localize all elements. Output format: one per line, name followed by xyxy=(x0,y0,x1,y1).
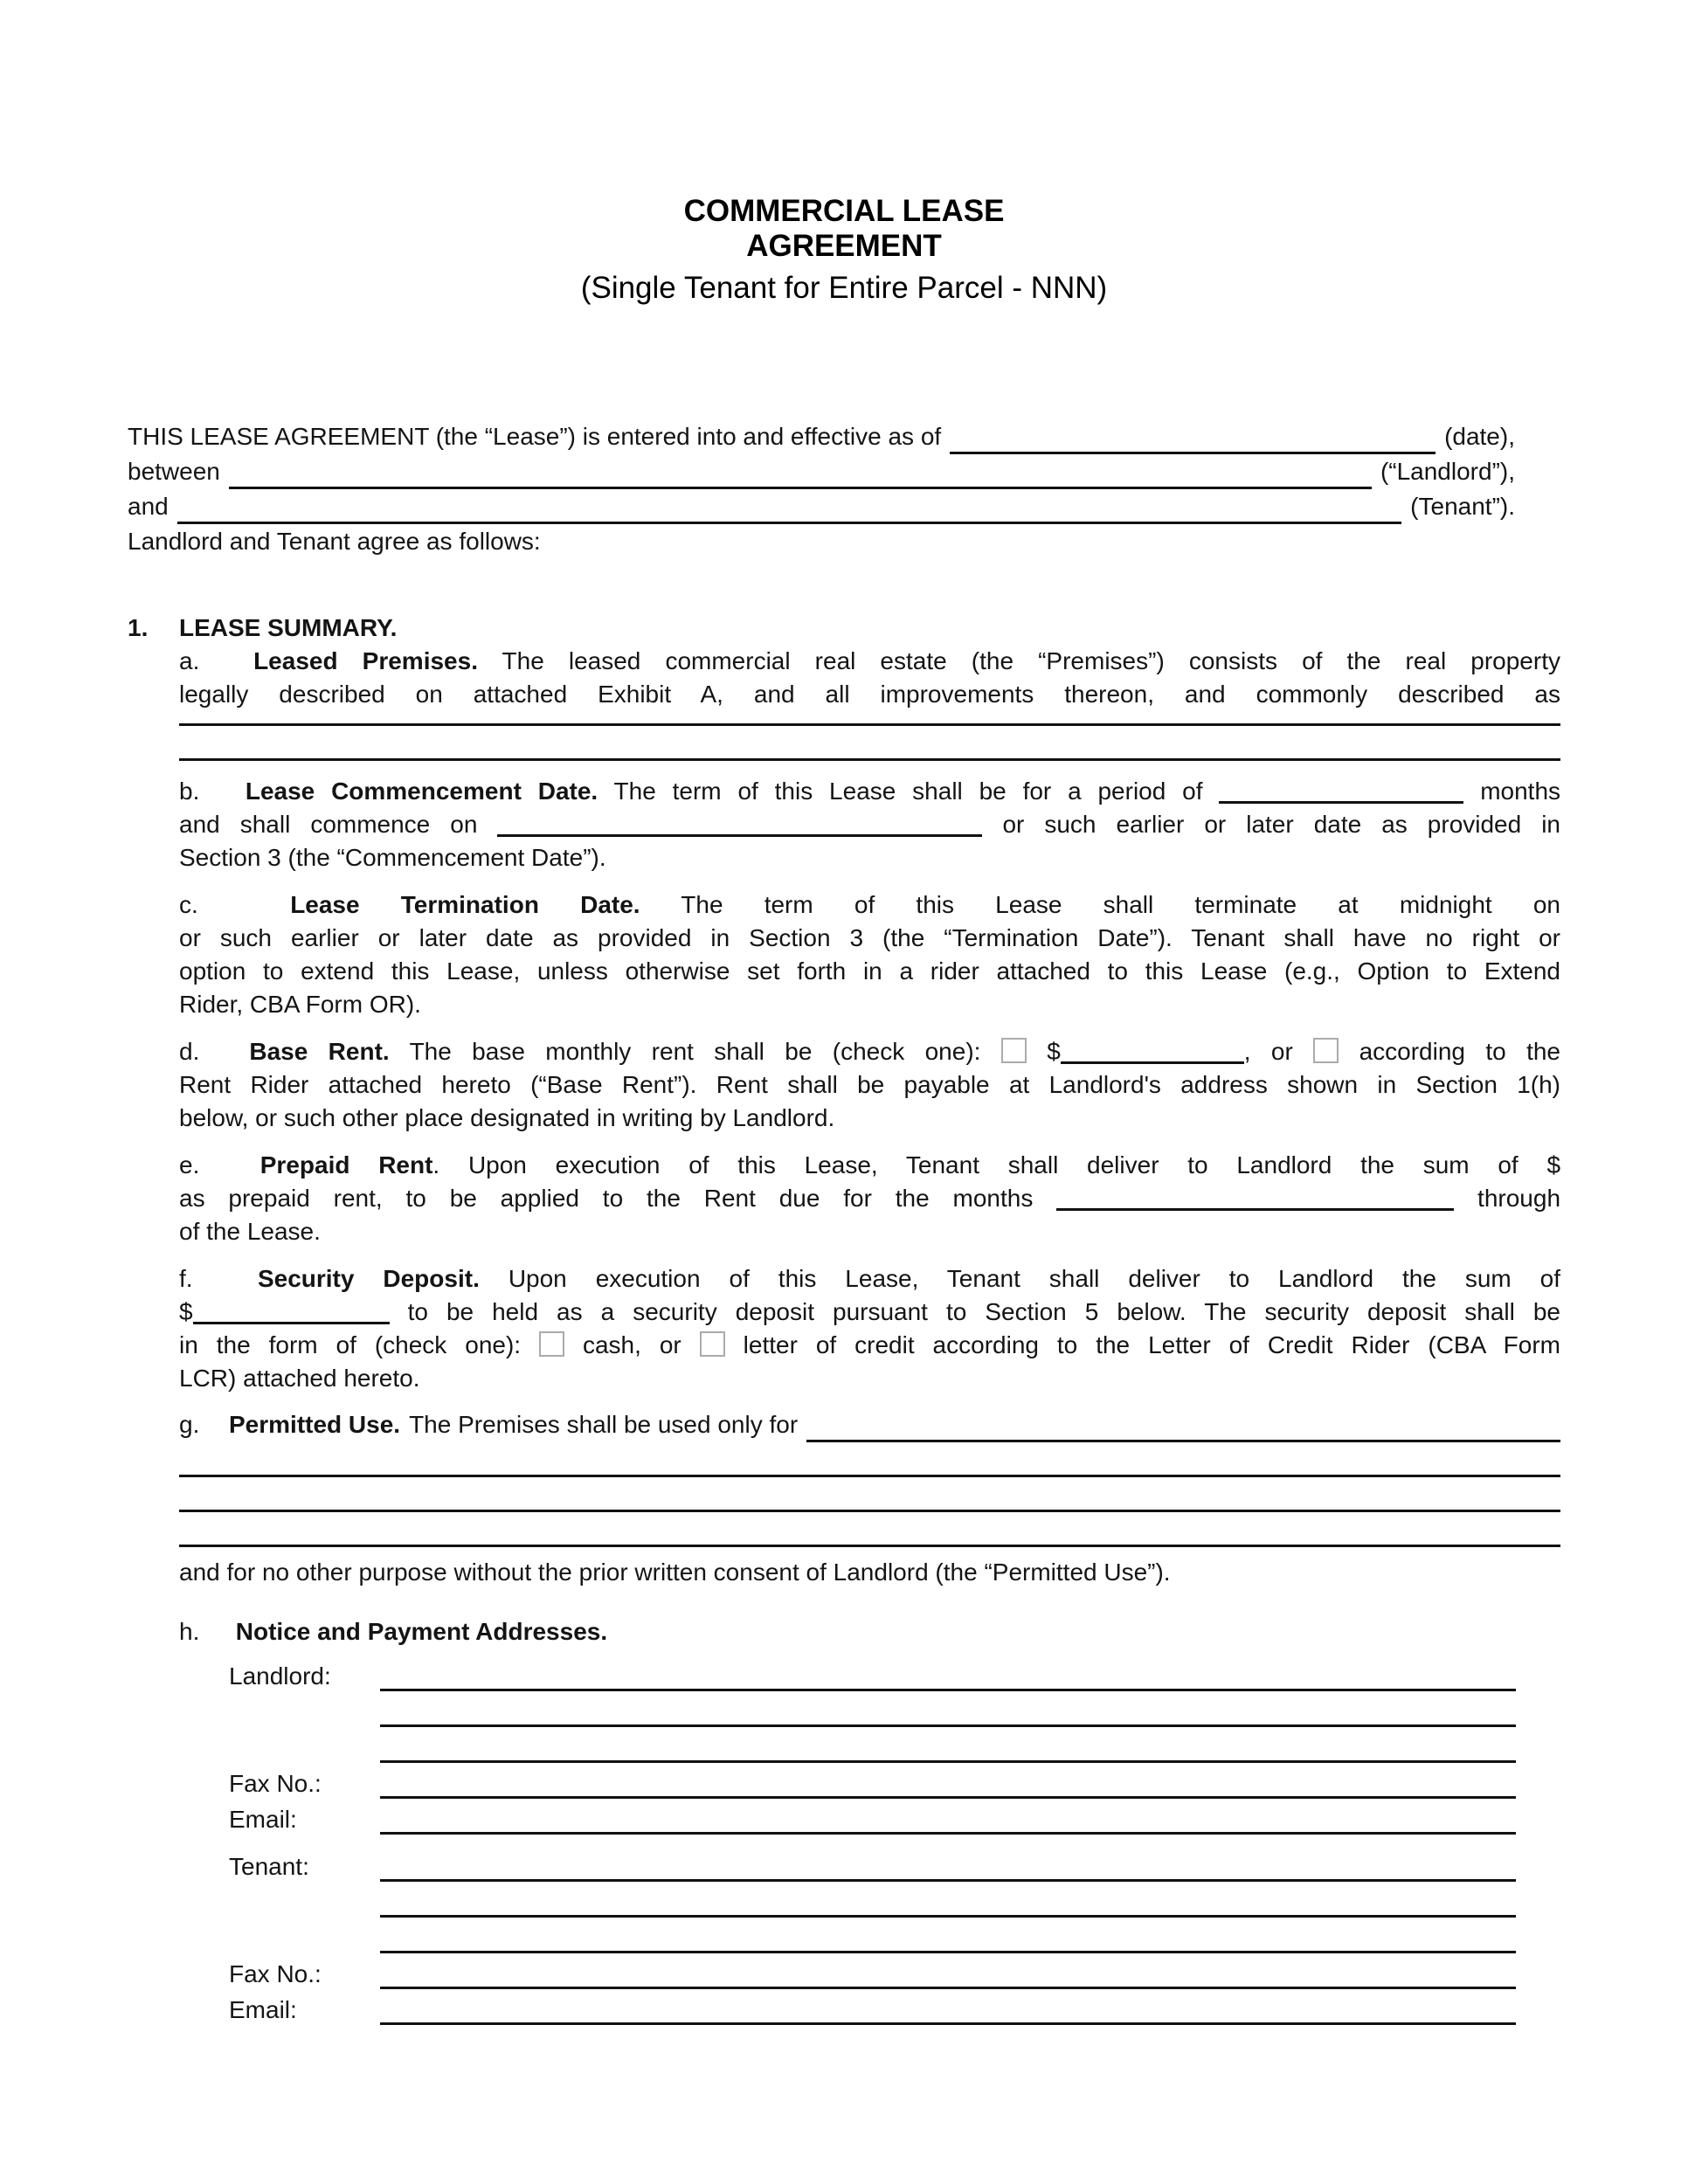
permitted-use-line-2[interactable] xyxy=(179,1510,1560,1512)
commencement-date-blank[interactable] xyxy=(497,834,982,837)
item-e-line-3: of the Lease. xyxy=(179,1218,321,1246)
item-f-text-1: Upon execution of this Lease, Tenant shall deliver to Landlord the sum of xyxy=(508,1265,1561,1293)
item-g-label: g. xyxy=(179,1411,200,1439)
tenant-address-line-3[interactable] xyxy=(380,1951,1516,1953)
item-b-line-3: Section 3 (the “Commencement Date”). xyxy=(179,844,606,872)
section-1-number: 1. xyxy=(128,614,149,642)
item-d-line-2: Rent Rider attached hereto (“Base Rent”). Rent shall be payable at Landlord's address shown in Section 1(h) xyxy=(179,1071,1560,1099)
tenant-name-blank[interactable] xyxy=(177,516,1401,524)
permitted-use-blank[interactable] xyxy=(806,1434,1560,1442)
intro-line-2 xyxy=(128,454,1515,489)
intro-line-2-text: between xyxy=(128,458,220,486)
tenant-email-row xyxy=(229,1989,1560,2025)
letter-of-credit-checkbox[interactable] xyxy=(700,1331,725,1357)
landlord-fax-line[interactable] xyxy=(380,1796,1516,1799)
item-c-line-1 xyxy=(179,888,1560,922)
item-a-title: Leased Premises. xyxy=(253,647,478,675)
tenant-address-row-3 xyxy=(229,1918,1560,1953)
item-b-text-4: or such earlier or later date as provided in xyxy=(1002,811,1561,839)
item-f-line-1 xyxy=(179,1262,1560,1296)
item-d-title: Base Rent. xyxy=(249,1038,390,1066)
effective-date-blank[interactable] xyxy=(950,446,1435,454)
item-d-text-2: , or xyxy=(1243,1038,1293,1066)
item-b-text-3: and shall commence on xyxy=(179,811,478,839)
item-d-line-1 xyxy=(179,1035,1560,1068)
item-f-text-4: cash, or xyxy=(582,1331,681,1359)
item-f-label: f. xyxy=(179,1265,193,1293)
base-rent-amount-checkbox[interactable] xyxy=(1001,1038,1027,1063)
landlord-address-row-1 xyxy=(229,1655,1560,1691)
landlord-email-line[interactable] xyxy=(380,1832,1516,1835)
permitted-use-line-1[interactable] xyxy=(179,1475,1560,1477)
item-c-label: c. xyxy=(179,891,198,919)
landlord-fax-row xyxy=(229,1763,1560,1799)
item-f-text-3: in the form of (check one): xyxy=(179,1331,522,1359)
landlord-address-row-3 xyxy=(229,1727,1560,1763)
item-b-title: Lease Commencement Date. xyxy=(245,778,598,805)
item-f-line-3 xyxy=(179,1329,1560,1362)
item-f-line-4: LCR) attached hereto. xyxy=(179,1365,420,1393)
landlord-label: Landlord: xyxy=(229,1662,331,1690)
title-line-2: AGREEMENT xyxy=(746,228,942,263)
item-e-text-2: as prepaid rent, to be applied to the Rent due for the months xyxy=(179,1185,1034,1213)
rent-rider-checkbox[interactable] xyxy=(1313,1038,1339,1063)
intro-line-4: Landlord and Tenant agree as follows: xyxy=(128,528,541,556)
tenant-address-line-1[interactable] xyxy=(380,1879,1516,1882)
item-d-label: d. xyxy=(179,1038,200,1066)
item-g-title: Permitted Use. xyxy=(229,1411,401,1439)
item-e-line-1 xyxy=(179,1149,1560,1182)
intro-line-3-suffix: (Tenant”). xyxy=(1410,493,1515,521)
tenant-fax-row xyxy=(229,1953,1560,1989)
item-d-text-3: according to the xyxy=(1359,1038,1561,1066)
item-permitted-use xyxy=(179,1409,1560,1589)
prepaid-rent-months-blank[interactable] xyxy=(1056,1208,1454,1211)
item-f-title: Security Deposit. xyxy=(257,1265,480,1293)
page-subtitle: (Single Tenant for Entire Parcel - NNN) xyxy=(580,271,1108,306)
security-deposit-amount-blank[interactable] xyxy=(193,1322,390,1324)
premises-description-line-2[interactable] xyxy=(179,758,1560,761)
intro-line-2-suffix: (“Landlord”), xyxy=(1380,458,1515,486)
item-g-line-2: and for no other purpose without the prior written consent of Landlord (the “Permitted Use”). xyxy=(179,1559,1171,1586)
item-e-text-3: through xyxy=(1477,1185,1561,1213)
intro-line-3 xyxy=(128,489,1515,524)
item-e-label: e. xyxy=(179,1151,200,1179)
item-b-line-1 xyxy=(179,775,1560,808)
item-base-rent xyxy=(179,1035,1560,1135)
item-c-title: Lease Termination Date. xyxy=(290,891,640,919)
item-c-text-1: The term of this Lease shall terminate at midnight on xyxy=(681,891,1561,919)
section-1-heading xyxy=(128,612,1560,645)
item-g-text-1: The Premises shall be used only for xyxy=(409,1411,799,1439)
item-a-line-2: legally described on attached Exhibit A, and all improvements thereon, and commonly described as xyxy=(179,681,1560,708)
title-line-1: COMMERCIAL LEASE xyxy=(683,194,1005,228)
premises-description-line-1[interactable] xyxy=(179,723,1560,726)
item-lease-termination-date xyxy=(179,888,1560,1021)
base-rent-amount-blank[interactable] xyxy=(1061,1061,1244,1064)
intro-paragraph xyxy=(128,419,1560,559)
permitted-use-line-3[interactable] xyxy=(179,1545,1560,1547)
tenant-address-line-2[interactable] xyxy=(380,1915,1516,1918)
landlord-address-line-3[interactable] xyxy=(380,1760,1516,1763)
item-h-title: Notice and Payment Addresses. xyxy=(235,1618,608,1646)
item-lease-commencement-date xyxy=(179,775,1560,874)
item-b-line-2 xyxy=(179,808,1560,841)
tenant-email-line[interactable] xyxy=(380,2022,1516,2025)
intro-line-1-suffix: (date), xyxy=(1444,423,1515,451)
item-c-line-2: or such earlier or later date as provided in Section 3 (the “Termination Date”). Tenant shall have no right or xyxy=(179,924,1560,952)
intro-line-3-text: and xyxy=(128,493,169,521)
address-block xyxy=(229,1655,1560,2025)
item-a-text-1: The leased commercial real estate (the “Premises”) consists of the real property xyxy=(502,647,1560,675)
item-g-line-1 xyxy=(179,1409,1560,1442)
item-a-line-1 xyxy=(179,645,1560,678)
landlord-name-blank[interactable] xyxy=(229,481,1372,489)
dollar-sign: $ xyxy=(1047,1038,1061,1066)
landlord-address-line-2[interactable] xyxy=(380,1724,1516,1727)
item-c-line-4: Rider, CBA Form OR). xyxy=(179,991,421,1019)
item-b-text-1: The term of this Lease shall be for a period of xyxy=(613,778,1203,805)
item-d-text-1: The base monthly rent shall be (check one): xyxy=(409,1038,981,1066)
item-notice-payment-addresses xyxy=(179,1615,1560,1648)
item-b-label: b. xyxy=(179,778,200,805)
landlord-address-line-1[interactable] xyxy=(380,1689,1516,1691)
lease-term-months-blank[interactable] xyxy=(1219,801,1463,804)
tenant-address-row-2 xyxy=(229,1882,1560,1918)
page-title xyxy=(128,0,1560,263)
section-1-title: LEASE SUMMARY. xyxy=(179,614,398,642)
tenant-fax-line[interactable] xyxy=(380,1987,1516,1989)
item-e-text-1: . Upon execution of this Lease, Tenant shall deliver to Landlord the sum of $ xyxy=(432,1151,1561,1179)
item-e-line-2 xyxy=(179,1182,1560,1215)
item-c-line-3: option to extend this Lease, unless otherwise set forth in a rider attached to this Lease (e.g., Option to Extend xyxy=(179,957,1560,985)
dollar-sign-2: $ xyxy=(179,1298,193,1326)
item-d-line-3: below, or such other place designated in writing by Landlord. xyxy=(179,1104,835,1132)
landlord-email-label: Email: xyxy=(229,1806,297,1834)
item-e-title: Prepaid Rent xyxy=(259,1151,433,1179)
item-f-text-2: to be held as a security deposit pursuant to Section 5 below. The security deposit shall be xyxy=(407,1298,1560,1326)
intro-line-1 xyxy=(128,419,1515,454)
landlord-fax-label: Fax No.: xyxy=(229,1770,322,1798)
landlord-email-row xyxy=(229,1799,1560,1835)
tenant-address-row-1 xyxy=(229,1846,1560,1882)
tenant-email-label: Email: xyxy=(229,1996,297,2024)
item-a-label: a. xyxy=(179,647,200,675)
item-b-text-2: months xyxy=(1480,778,1561,805)
item-leased-premises xyxy=(179,645,1560,761)
intro-line-1-text: THIS LEASE AGREEMENT (the “Lease”) is entered into and effective as of xyxy=(128,423,942,451)
item-f-line-2 xyxy=(179,1296,1560,1329)
landlord-address-row-2 xyxy=(229,1691,1560,1727)
tenant-label: Tenant: xyxy=(229,1853,309,1881)
item-f-text-5: letter of credit according to the Letter of Credit Rider (CBA Form xyxy=(743,1331,1561,1359)
cash-checkbox[interactable] xyxy=(539,1331,564,1357)
item-security-deposit xyxy=(179,1262,1560,1395)
item-h-label: h. xyxy=(179,1618,200,1646)
item-prepaid-rent xyxy=(179,1149,1560,1248)
tenant-fax-label: Fax No.: xyxy=(229,1960,322,1988)
item-h-heading xyxy=(179,1615,1560,1648)
